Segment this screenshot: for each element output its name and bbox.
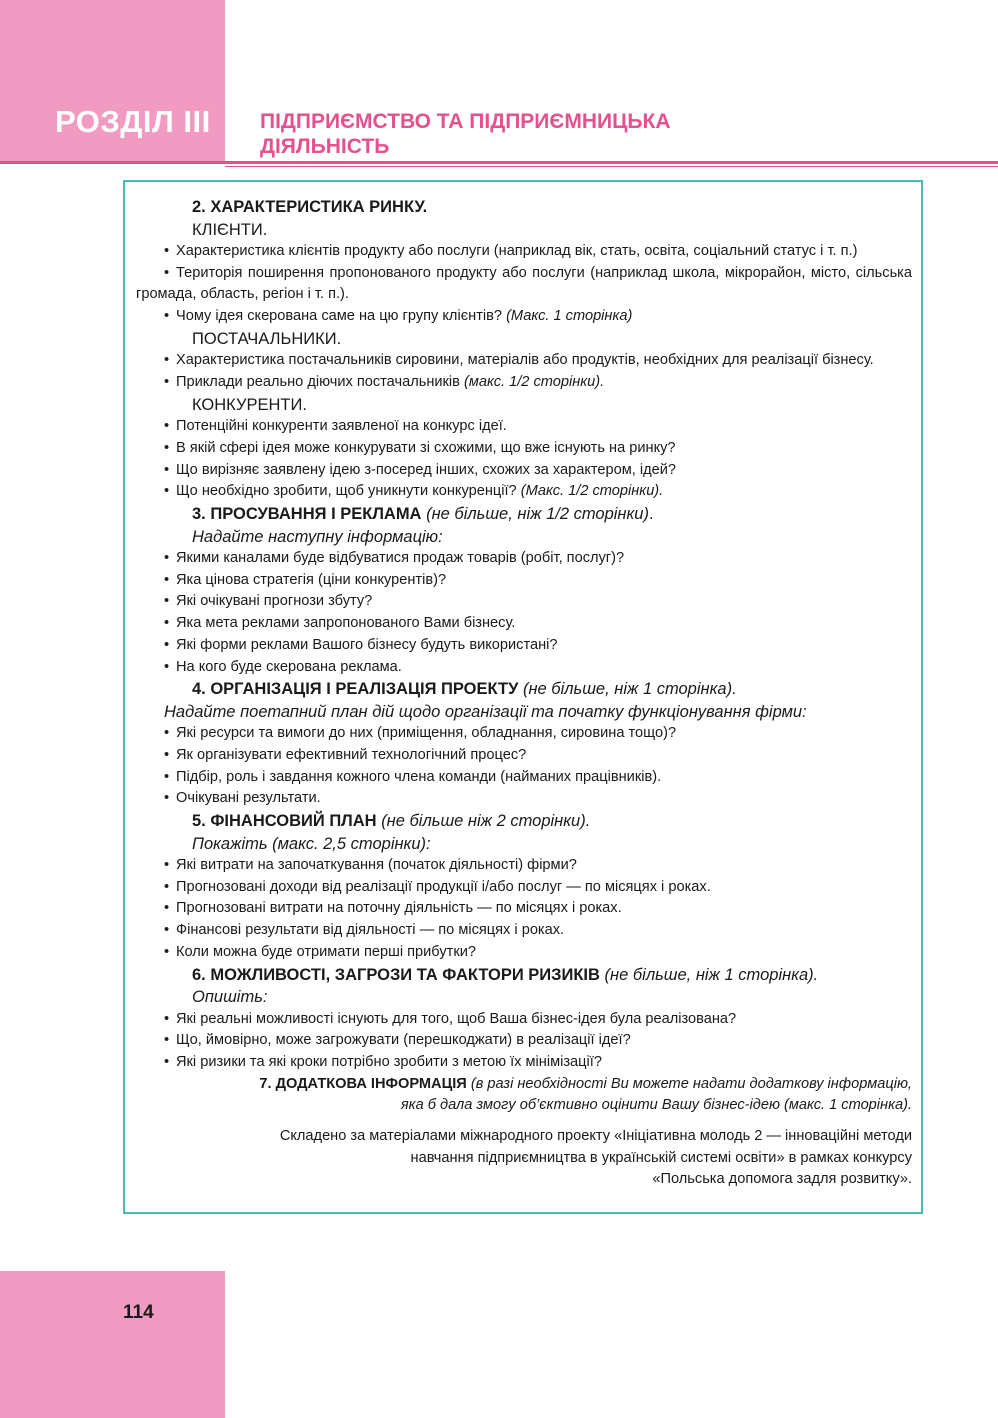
list-item: • Фінансові результати від діяльності — по місяцях і роках.: [164, 922, 565, 939]
header-rule-thin: [225, 166, 998, 167]
section-3-title: 3. ПРОСУВАННЯ І РЕКЛАМА (не більше, ніж 1/2 сторінки).: [192, 505, 654, 524]
list-item: • Прогнозовані доходи від реалізації продукції і/або послуг — по місяцях і роках.: [164, 878, 711, 895]
list-item: • Прогнозовані витрати на поточну діяльність — по місяцях і роках.: [164, 900, 622, 917]
list-item: • В якій сфері ідея може конкурувати зі схожими, що вже існують на ринку?: [164, 439, 676, 456]
section-5-intro: Покажіть (макс. 2,5 сторінки):: [192, 834, 431, 853]
section-5-title: 5. ФІНАНСОВИЙ ПЛАН (не більше ніж 2 сторінки).: [192, 812, 591, 831]
chapter-title-line-2: ДІЯЛЬНІСТЬ: [260, 135, 390, 158]
list-item: • Що, ймовірно, може загрожувати (перешкоджати) в реалізації ідеї?: [164, 1032, 631, 1049]
list-item: • Підбір, роль і завдання кожного члена команди (найманих працівників).: [164, 768, 662, 785]
section-7-title: 7. ДОДАТКОВА ІНФОРМАЦІЯ (в разі необхідності Ви можете надати додаткову інформацію,: [259, 1075, 912, 1092]
section-6-intro: Опишіть:: [192, 988, 268, 1007]
chapter-title: [260, 109, 671, 159]
list-item: • Які очікувані прогнози збуту?: [164, 593, 373, 610]
list-item: • Як організувати ефективний технологічний процес?: [164, 746, 527, 763]
list-item: • Характеристика клієнтів продукту або послуги (наприклад вік, стать, освіта, соціальний статус і т. п.): [164, 243, 858, 259]
content-body: [136, 196, 912, 1191]
list-item: • Територія поширення пропонованого продукту або послуги (наприклад школа, мікрорайон, місто, сільська громада, область, регіон і т. п.).: [136, 264, 912, 303]
header-rule-thick: [0, 161, 998, 164]
list-item: • Яка мета реклами запропонованого Вами бізнесу.: [164, 615, 516, 632]
list-item: • Коли можна буде отримати перші прибутки?: [164, 943, 476, 960]
source-credit: Складено за матеріалами міжнародного проекту «Ініціативна молодь 2 — інноваційні методи навчання підприємництва в українській системі освіти» в рамках конкурсу «Польська допомога задля розвитку».: [279, 1128, 912, 1188]
footer-color-block: [0, 1271, 225, 1418]
list-item: • Які витрати на започаткування (початок діяльності) фірми?: [164, 857, 577, 874]
list-item: • Чому ідея скерована саме на цю групу клієнтів? (Макс. 1 сторінка): [164, 308, 633, 325]
section-7-note: яка б дала змогу об’єктивно оцінити Вашу бізнес-ідею (макс. 1 сторінка).: [400, 1097, 912, 1114]
page-number: 114: [123, 1302, 154, 1323]
list-item: • Що вирізняє заявлену ідею з-посеред інших, схожих за характером, ідей?: [164, 461, 677, 478]
list-item: • Яка цінова стратегія (ціни конкурентів)?: [164, 571, 447, 588]
list-item: • Які реальні можливості існують для того, щоб Ваша бізнес-ідея була реалізована?: [164, 1010, 737, 1027]
section-6-title: 6. МОЖЛИВОСТІ, ЗАГРОЗИ ТА ФАКТОРИ РИЗИКІВ (не більше, ніж 1 сторінка).: [192, 965, 819, 984]
section-4-intro: Надайте поетапний план дій щодо організації та початку функціонування фірми:: [164, 702, 807, 721]
list-item: • На кого буде скерована реклама.: [164, 658, 402, 675]
list-item: • Приклади реально діючих постачальників (макс. 1/2 сторінки).: [164, 374, 605, 391]
list-item: • Характеристика постачальників сировини, матеріалів або продуктів, необхідних для реалізації бізнесу.: [164, 352, 874, 369]
list-item: • Очікувані результати.: [164, 790, 321, 807]
list-item: • Потенційні конкуренти заявленої на конкурс ідеї.: [164, 418, 507, 435]
section-3-intro: Надайте наступну інформацію:: [192, 527, 443, 546]
chapter-title-line-1: ПІДПРИЄМСТВО ТА ПІДПРИЄМНИЦЬКА: [260, 110, 671, 133]
list-item: • Якими каналами буде відбуватися продаж товарів (робіт, послуг)?: [164, 550, 625, 567]
competitors-title: КОНКУРЕНТИ.: [192, 395, 307, 414]
list-item: • Які форми реклами Вашого бізнесу будуть використані?: [164, 636, 558, 653]
suppliers-title: ПОСТАЧАЛЬНИКИ.: [192, 329, 342, 348]
section-4-title: 4. ОРГАНІЗАЦІЯ І РЕАЛІЗАЦІЯ ПРОЕКТУ (не більше, ніж 1 сторінка).: [192, 680, 737, 699]
list-item: • Які ризики та які кроки потрібно зробити з метою їх мінімізації?: [164, 1053, 602, 1070]
clients-title: КЛІЄНТИ.: [192, 220, 268, 239]
list-item: • Що необхідно зробити, щоб уникнути конкуренції? (Макс. 1/2 сторінки).: [164, 483, 664, 500]
section-label: РОЗДІЛ ІІІ: [55, 104, 211, 139]
section-2-title: 2. ХАРАКТЕРИСТИКА РИНКУ.: [192, 198, 428, 216]
list-item: • Які ресурси та вимоги до них (приміщення, обладнання, сировина тощо)?: [164, 725, 677, 742]
